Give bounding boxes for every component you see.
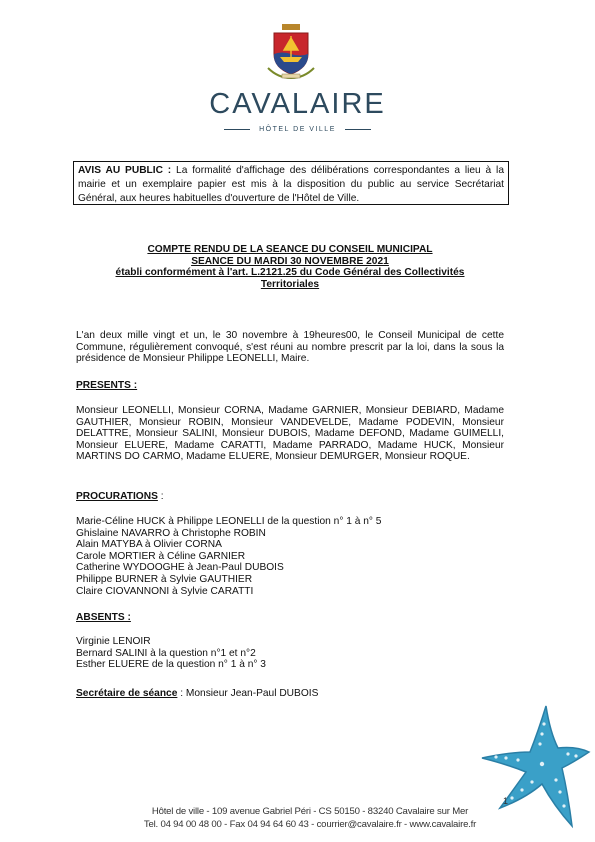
public-notice-box	[73, 161, 509, 205]
title-line: SEANCE DU MARDI 30 NOVEMBRE 2021	[191, 255, 389, 267]
secretary-line	[76, 688, 504, 700]
list-item: Virginie LENOIR	[76, 636, 151, 647]
list-item: Marie-Céline HUCK à Philippe LEONELLI de la question n° 1 à n° 5	[76, 516, 382, 527]
procurations-list	[76, 516, 504, 597]
brand-subtitle-row	[0, 121, 595, 139]
absents-list	[76, 636, 504, 671]
title-line: COMPTE RENDU DE LA SEANCE DU CONSEIL MUNICIPAL	[147, 244, 433, 255]
presents-heading: PRESENTS :	[76, 380, 138, 391]
list-item: Claire CIOVANNONI à Sylvie CARATTI	[76, 585, 254, 597]
document-title	[70, 244, 510, 290]
page-number: 1	[503, 796, 509, 806]
footer-address: Hôtel de ville - 109 avenue Gabriel Péri - CS 50150 - 83240 Cavalaire sur Mer	[151, 806, 469, 817]
list-item: Bernard SALINI à la question n°1 et n°2	[76, 647, 256, 659]
brand-subtitle: HÔTEL DE VILLE	[259, 126, 336, 134]
list-item: Catherine WYDOOGHE à Jean-Paul DUBOIS	[76, 562, 284, 574]
brand-name: CAVALAIRE	[209, 88, 386, 120]
list-item: Esther ELUERE de la question n° 1 à n° 3	[76, 659, 266, 671]
notice-text: La formalité d'affichage des délibérations correspondantes a lieu à la mairie et un exemplaire papier est mis à la disposition du public au service Secrétariat Général, aux heures habituelles d'ouverture de l'Hôtel de Ville.	[78, 165, 504, 204]
absents-heading: ABSENTS :	[76, 612, 131, 623]
secretary-label: Secrétaire de séance	[76, 688, 178, 699]
intro-paragraph: L'an deux mille vingt et un, le 30 novembre à 19heures00, le Conseil Municipal de cette Commune, régulièrement convoqué, s'est réuni au nombre prescrit par la loi, dans la sous la présidence de Monsieur Philippe LEONELLI, Maire.	[76, 330, 504, 365]
presents-list: Monsieur LEONELLI, Monsieur CORNA, Madame GARNIER, Monsieur DEBIARD, Madame GAUTHIER, Monsieur ROBIN, Monsieur VANDEVELDE, Madame PODEVIN, Monsieur DELATTRE, Monsieur SALINI, Monsieur DUBOIS, Madame DEFOND, Madame GUIMELLI, Monsieur ELUERE, Madame CARATTI, Madame PARRADO, Madame HUCK, Monsieur MARTINS DO CARMO, Madame ELUERE, Monsieur DEMURGER, Monsieur ROQUE.	[76, 405, 504, 463]
divider	[224, 129, 250, 130]
title-line: Territoriales	[260, 278, 320, 290]
divider	[345, 129, 371, 130]
secretary-value: : Monsieur Jean-Paul DUBOIS	[177, 688, 319, 699]
list-item: Philippe BURNER à Sylvie GAUTHIER	[76, 573, 253, 585]
title-line: établi conformément à l'art. L.2121.25 du Code Général des Collectivités	[115, 267, 465, 278]
footer-contact: Tel. 04 94 00 48 00 - Fax 04 94 64 60 43 - courrier@cavalaire.fr - www.cavalaire.fr	[143, 819, 477, 830]
list-item: Carole MORTIER à Céline GARNIER	[76, 550, 246, 562]
procurations-heading	[76, 491, 504, 503]
coat-of-arms-logo	[266, 24, 316, 80]
notice-lead: AVIS AU PUBLIC :	[78, 165, 172, 176]
procurations-heading-text: PROCURATIONS	[76, 491, 158, 502]
procurations-heading-suffix: :	[157, 491, 164, 502]
list-item: Ghislaine NAVARRO à Christophe ROBIN	[76, 527, 266, 539]
list-item: Alain MATYBA à Olivier CORNA	[76, 539, 222, 551]
